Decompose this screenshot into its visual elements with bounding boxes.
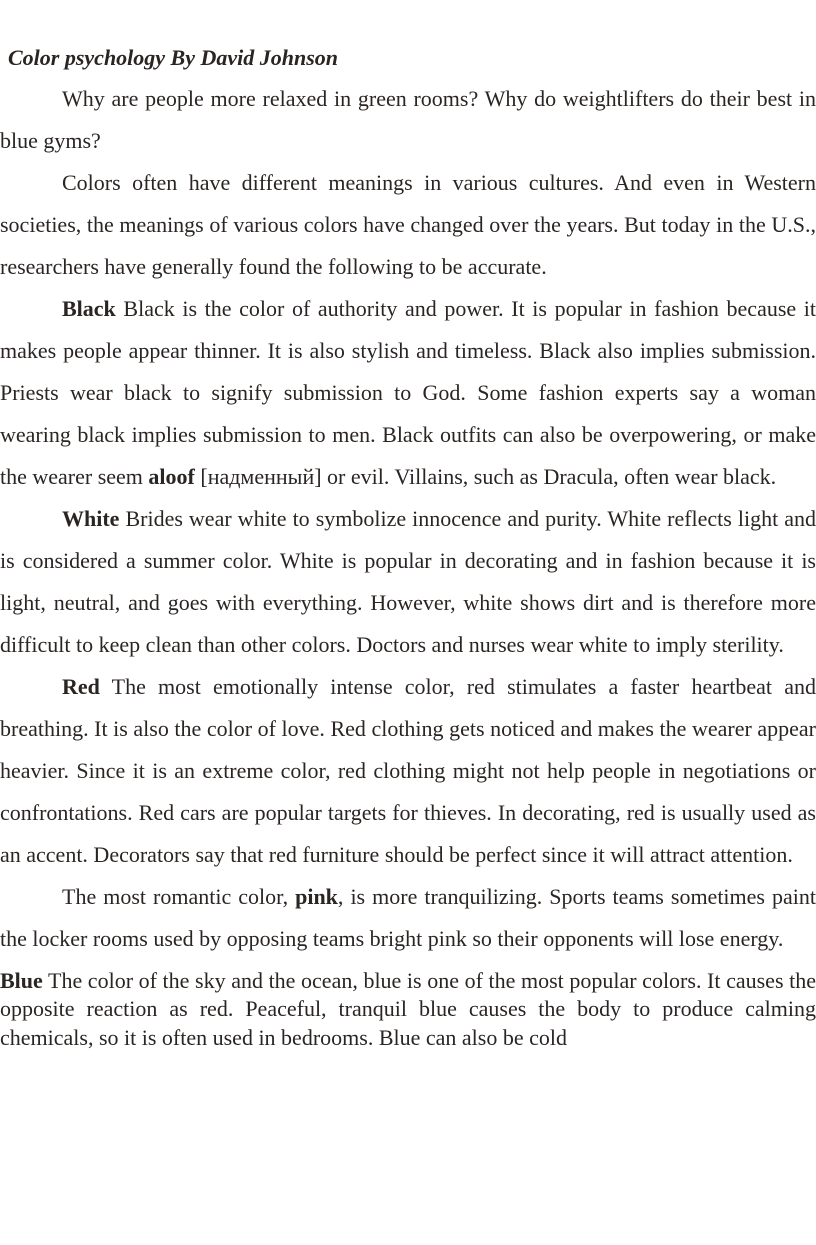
document-title: Color psychology By David Johnson	[8, 45, 339, 70]
black-term: Black	[62, 296, 116, 321]
pink-text-b: , is more tranquilizing. Sports teams sometimes paint the locker rooms used by opposing teams bright pink so their opponents will lose energy.	[0, 884, 816, 951]
red-text: The most emotionally intense color, red stimulates a faster heartbeat and breathing. It is also the color of love. Red clothing gets noticed and makes the wearer appear heavier. Since it is an extreme color, red clothing might not help people in negotiations or confrontations. Red cars are popular targets for thieves. In decorating, red is usually used as an accent. Decorators say that red furniture should be perfect since it will attract attention.	[0, 674, 816, 867]
red-term: Red	[62, 674, 100, 699]
pink-text-a: The most romantic color,	[62, 884, 296, 909]
intro-paragraph-1: Why are people more relaxed in green rooms? Why do weightlifters do their best in blue gyms?	[0, 86, 816, 153]
white-text: Brides wear white to symbolize innocence and purity. White reflects light and is considered a summer color. White is popular in decorating and in fashion because it is light, neutral, and goes with everything. However, white shows dirt and is therefore more difficult to keep clean than other colors. Doctors and nurses wear white to imply sterility.	[0, 506, 816, 657]
blue-paragraph	[0, 967, 816, 1052]
black-paragraph	[0, 288, 816, 498]
article-body	[0, 78, 816, 1052]
black-text-b: [надменный] or evil. Villains, such as Dracula, often wear black.	[194, 464, 777, 489]
intro-paragraph-2: Colors often have different meanings in various cultures. And even in Western societies, the meanings of various colors have changed over the years. But today in the U.S., researchers have generally found the following to be accurate.	[0, 170, 816, 279]
white-term: White	[62, 506, 120, 531]
red-paragraph	[0, 666, 816, 876]
white-paragraph	[0, 498, 816, 666]
blue-text: The color of the sky and the ocean, blue is one of the most popular colors. It causes the opposite reaction as red. Peaceful, tranquil blue causes the body to produce calming chemicals, so it is often used in bedrooms. Blue can also be cold	[0, 968, 816, 1050]
pink-term: pink	[295, 884, 338, 909]
aloof-keyword: aloof	[148, 464, 195, 489]
black-text-a: Black is the color of authority and power. It is popular in fashion because it makes people appear thinner. It is also stylish and timeless. Black also implies submission. Priests wear black to signify submission to God. Some fashion experts say a woman wearing black implies submission to men. Black outfits can also be overpowering, or make the wearer seem	[0, 296, 816, 489]
pink-paragraph	[0, 876, 816, 960]
blue-term: Blue	[0, 968, 43, 993]
